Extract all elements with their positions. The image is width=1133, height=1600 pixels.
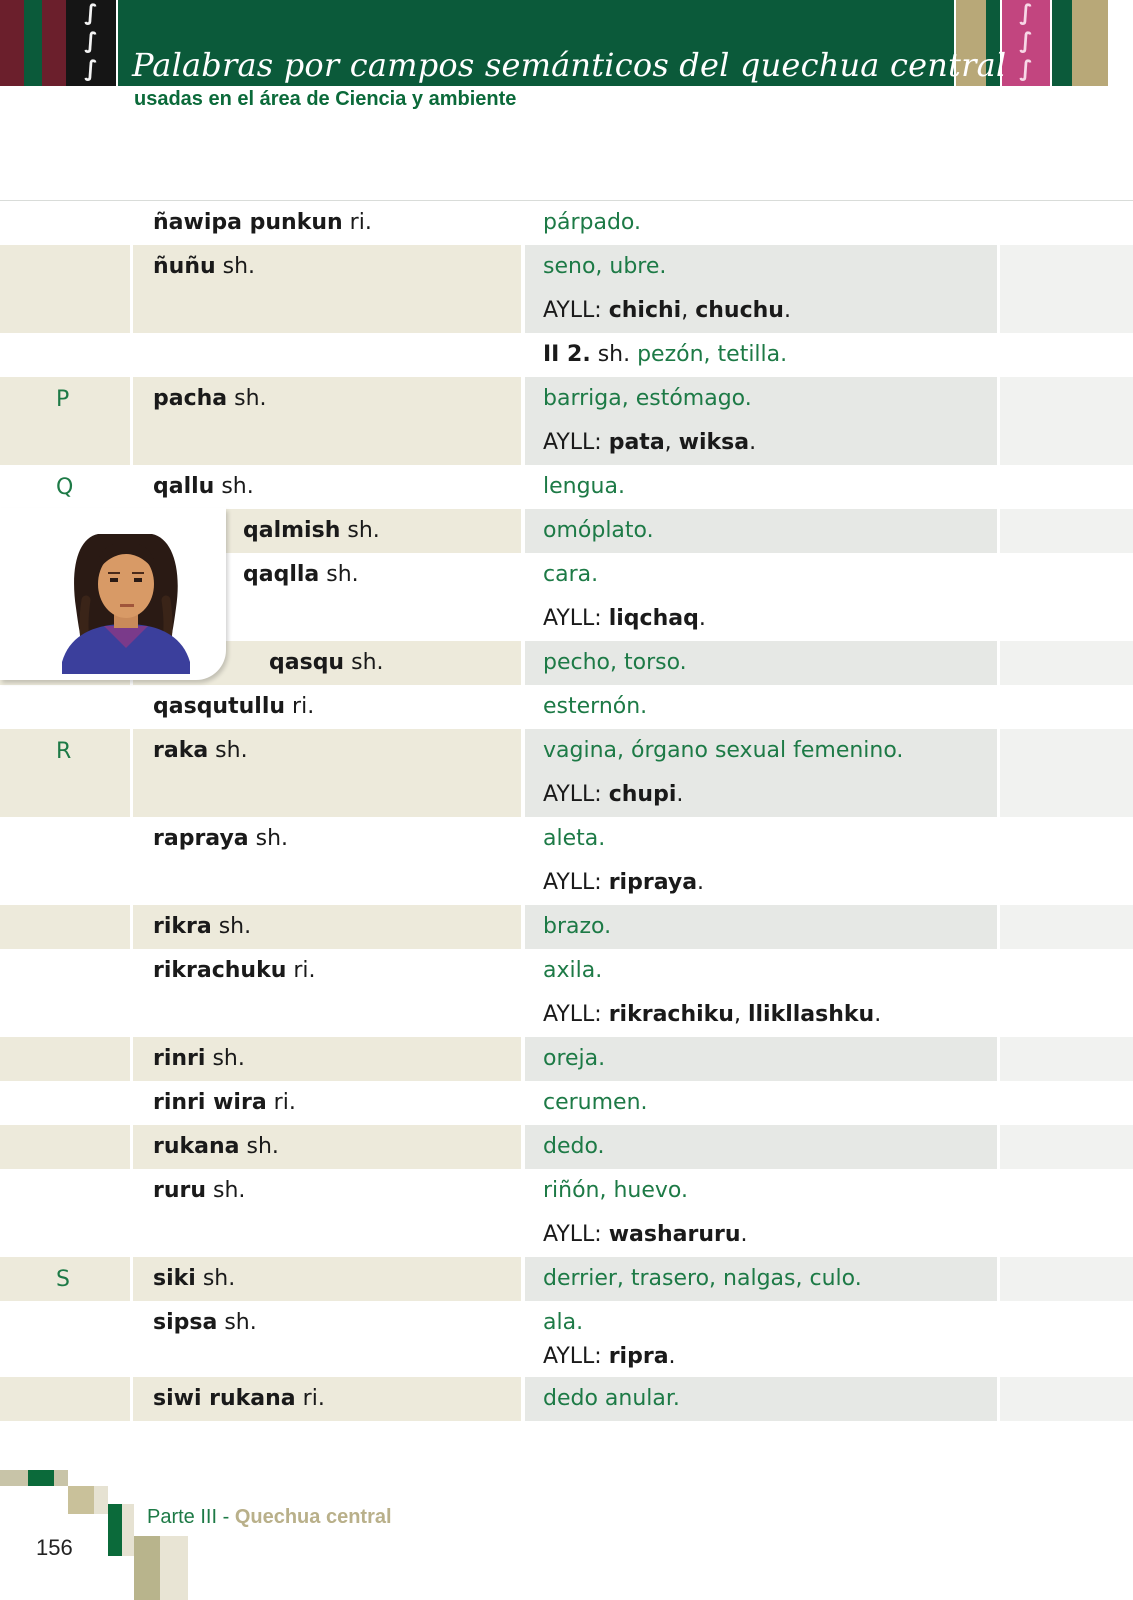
- table-row: [0, 729, 1133, 817]
- headword: [153, 474, 254, 499]
- headword: [153, 386, 267, 411]
- variant-prefix: AYLL:: [543, 430, 609, 455]
- headword-text: rikrachuku: [153, 958, 287, 983]
- headword: [153, 914, 251, 939]
- header-stripe-green: [24, 0, 42, 86]
- definition-line: [543, 958, 1003, 1002]
- definition-text: derrier, trasero, nalgas, culo.: [543, 1266, 862, 1291]
- definition-line: [543, 1310, 1003, 1344]
- headword-tag: ri.: [292, 694, 315, 719]
- headword-text: ñawipa punkun: [153, 210, 343, 235]
- variant-prefix: AYLL:: [543, 782, 609, 807]
- row-cell-bg: [1000, 245, 1133, 333]
- footer-section-label: [147, 1506, 392, 1529]
- footer-block: [28, 1470, 54, 1486]
- table-row: [0, 1257, 1133, 1301]
- definition-text: barriga, estómago.: [543, 386, 752, 411]
- headword-tag: sh.: [347, 518, 380, 543]
- variant-word: chuchu: [695, 298, 784, 323]
- header-pattern-black: ∫ ∫ ∫: [66, 0, 116, 86]
- row-cell-bg: [0, 201, 130, 245]
- header-stripe-tan-r: [1072, 0, 1108, 86]
- variant-word: llikllashku: [747, 1002, 875, 1027]
- header-stripe-green-r2: [1052, 0, 1072, 86]
- row-cell-bg: [1000, 905, 1133, 949]
- definition-text: dedo anular.: [543, 1386, 680, 1411]
- row-cell-bg: [1000, 201, 1133, 245]
- headword-text: rikra: [153, 914, 212, 939]
- definition-line: [543, 562, 1003, 606]
- woman-portrait-illustration: [0, 508, 226, 680]
- table-row: [0, 465, 1133, 509]
- row-cell-bg: [1000, 1037, 1133, 1081]
- headword: [153, 694, 314, 719]
- variant-prefix: AYLL:: [543, 606, 609, 631]
- variant-word: chichi: [608, 298, 682, 323]
- headword-tag: sh.: [202, 1266, 236, 1291]
- table-row: [0, 1377, 1133, 1421]
- variant-end: .: [874, 1002, 882, 1027]
- row-cell-bg: [1000, 949, 1133, 1037]
- row-cell-bg: [0, 949, 130, 1037]
- headword-text: qalmish: [243, 518, 341, 543]
- headword-tag: sh.: [255, 826, 289, 851]
- footer-block: [122, 1504, 134, 1556]
- variant-prefix: AYLL:: [543, 1222, 609, 1247]
- definition-text: esternón.: [543, 694, 648, 719]
- definitions: [543, 1386, 1003, 1430]
- definition-text: ala.: [543, 1310, 584, 1335]
- definition-text: dedo.: [543, 1134, 605, 1159]
- footer-block: [68, 1486, 94, 1514]
- section-letter: S: [56, 1267, 70, 1292]
- row-cell-bg: [0, 245, 130, 333]
- page-number: 156: [36, 1535, 73, 1560]
- variant-line: [543, 1344, 1003, 1378]
- headword: [153, 1266, 235, 1291]
- sense-number: II 2.: [543, 342, 591, 367]
- variant-end: .: [676, 782, 684, 807]
- definition-text: cara.: [543, 562, 599, 587]
- table-row: [0, 201, 1133, 245]
- headword-text: ñuñu: [153, 254, 216, 279]
- variant-end: .: [783, 298, 791, 323]
- definitions: [543, 386, 1003, 474]
- headword-text: qaqlla: [243, 562, 320, 587]
- page-subtitle: usadas en el área de Ciencia y ambiente: [134, 88, 517, 110]
- headword-tag: sh.: [215, 738, 248, 763]
- footer-block: [134, 1536, 160, 1600]
- headword-text: raka: [153, 738, 209, 763]
- headword-tag: ri.: [349, 210, 372, 235]
- headword: [269, 650, 384, 675]
- table-row: [0, 685, 1133, 729]
- header-stripe-maroon-2: [42, 0, 66, 86]
- row-cell-bg: [1000, 1377, 1133, 1421]
- headword-text: rinri: [153, 1046, 206, 1071]
- headword: [243, 562, 359, 587]
- definitions: [543, 1310, 1003, 1378]
- footer-block: [94, 1486, 108, 1514]
- definition-text: seno, ubre.: [543, 254, 667, 279]
- variant-end: .: [749, 430, 757, 455]
- row-cell-bg: [1000, 509, 1133, 553]
- table-row: [0, 817, 1133, 905]
- definition-line: [543, 386, 1003, 430]
- variant-prefix: AYLL:: [543, 1002, 609, 1027]
- table-row: [0, 377, 1133, 465]
- headword-text: ruru: [153, 1178, 207, 1203]
- headword-tag: sh.: [234, 386, 267, 411]
- row-cell-bg: [0, 1081, 130, 1125]
- row-cell-bg: [1000, 465, 1133, 509]
- definitions: [543, 958, 1003, 1046]
- definitions: [543, 1178, 1003, 1266]
- row-cell-bg: [0, 1125, 130, 1169]
- header-pattern-magenta: ∫ ∫ ∫: [1002, 0, 1050, 86]
- table-row: [0, 1125, 1133, 1169]
- definition-text: aleta.: [543, 826, 606, 851]
- variant-prefix: AYLL:: [543, 298, 609, 323]
- variant-separator: ,: [681, 298, 696, 323]
- row-cell-bg: [0, 1377, 130, 1421]
- variant-word: pata: [608, 430, 665, 455]
- section-letter: Q: [56, 475, 74, 500]
- row-cell-bg: [133, 333, 521, 377]
- definitions: [543, 826, 1003, 914]
- definition-text: omóplato.: [543, 518, 654, 543]
- footer-section-name: Quechua central: [234, 1506, 392, 1528]
- row-cell-bg: [1000, 333, 1133, 377]
- footer-block: [160, 1536, 188, 1600]
- row-cell-bg: [0, 905, 130, 949]
- row-cell-bg: [0, 1169, 130, 1257]
- headword-tag: sh.: [222, 254, 256, 279]
- header-stripe-maroon: [0, 0, 24, 86]
- page-header: [0, 0, 1133, 86]
- definition-line: [543, 826, 1003, 870]
- variant-word: washaruru: [608, 1222, 741, 1247]
- variant-end: .: [697, 870, 705, 895]
- headword: [153, 1090, 296, 1115]
- variant-word: wiksa: [678, 430, 750, 455]
- headword-tag: sh.: [224, 1310, 257, 1335]
- variant-word: ripra: [608, 1344, 669, 1369]
- headword-text: sipsa: [153, 1310, 218, 1335]
- definition-text: oreja.: [543, 1046, 606, 1071]
- headword-text: qasqutullu: [153, 694, 286, 719]
- headword: [153, 254, 255, 279]
- definitions: [543, 738, 1003, 826]
- row-cell-bg: [1000, 553, 1133, 641]
- definition-line: [543, 1178, 1003, 1222]
- headword-tag: sh.: [351, 650, 384, 675]
- headword: [153, 210, 372, 235]
- row-cell-bg: [1000, 817, 1133, 905]
- definitions: [543, 254, 1003, 342]
- headword-text: rapraya: [153, 826, 249, 851]
- header-stripe-white: [1108, 0, 1133, 86]
- row-cell-bg: [1000, 641, 1133, 685]
- row-cell-bg: [1000, 377, 1133, 465]
- variant-word: liqchaq: [608, 606, 699, 631]
- footer-part-label: Parte III -: [147, 1506, 235, 1528]
- footer-block: [108, 1504, 122, 1556]
- definition-text: riñón, huevo.: [543, 1178, 688, 1203]
- table-row: [0, 1301, 1133, 1377]
- headword: [153, 1046, 245, 1071]
- page-title: Palabras por campos semánticos del quechua central: [132, 46, 1007, 84]
- footer-block: [0, 1470, 28, 1486]
- headword-tag: sh.: [213, 1178, 246, 1203]
- headword-tag: sh.: [218, 914, 252, 939]
- headword-text: siwi rukana: [153, 1386, 296, 1411]
- row-cell-bg: [0, 817, 130, 905]
- sense-tag: sh.: [590, 342, 638, 367]
- definition-text: cerumen.: [543, 1090, 648, 1115]
- table-row: [0, 949, 1133, 1037]
- row-cell-bg: [1000, 729, 1133, 817]
- headword: [153, 1310, 257, 1335]
- variant-word: chupi: [608, 782, 677, 807]
- row-cell-bg: [0, 1037, 130, 1081]
- definition-text: pezón, tetilla.: [637, 342, 788, 367]
- headword-tag: sh.: [326, 562, 359, 587]
- headword-tag: ri.: [302, 1386, 325, 1411]
- variant-prefix: AYLL:: [543, 870, 609, 895]
- headword-tag: sh.: [212, 1046, 245, 1071]
- variant-word: ripraya: [608, 870, 698, 895]
- headword-tag: ri.: [273, 1090, 296, 1115]
- headword-text: siki: [153, 1266, 196, 1291]
- definition-text: lengua.: [543, 474, 625, 499]
- row-cell-bg: [1000, 685, 1133, 729]
- definition-text: pecho, torso.: [543, 650, 687, 675]
- table-row: [0, 905, 1133, 949]
- woman-portrait-image: [0, 508, 226, 680]
- definition-text: brazo.: [543, 914, 612, 939]
- headword: [153, 738, 248, 763]
- row-cell-bg: [0, 1301, 130, 1377]
- variant-separator: ,: [733, 1002, 748, 1027]
- table-row: [0, 333, 1133, 377]
- variant-end: .: [698, 606, 706, 631]
- row-cell-bg: [1000, 1169, 1133, 1257]
- variant-word: rikrachiku: [608, 1002, 734, 1027]
- definitions: [543, 562, 1003, 650]
- section-letter: P: [56, 387, 70, 412]
- definition-text: párpado.: [543, 210, 641, 235]
- table-row: [0, 1037, 1133, 1081]
- headword: [153, 958, 316, 983]
- section-letter: R: [56, 739, 72, 764]
- row-cell-bg: [0, 685, 130, 729]
- headword: [243, 518, 380, 543]
- variant-end: .: [668, 1344, 676, 1369]
- definition-text: axila.: [543, 958, 603, 983]
- definition-line: [543, 1386, 1003, 1430]
- dictionary-table: [0, 201, 1133, 1421]
- headword-tag: sh.: [221, 474, 254, 499]
- headword-text: qasqu: [269, 650, 345, 675]
- table-row: [0, 1081, 1133, 1125]
- variant-separator: ,: [664, 430, 679, 455]
- headword: [153, 1178, 245, 1203]
- row-cell-bg: [1000, 1257, 1133, 1301]
- headword: [153, 1134, 279, 1159]
- headword-text: pacha: [153, 386, 228, 411]
- headword: [153, 826, 288, 851]
- headword-text: qallu: [153, 474, 215, 499]
- headword-tag: sh.: [246, 1134, 279, 1159]
- headword-tag: ri.: [293, 958, 316, 983]
- headword: [153, 1386, 325, 1411]
- headword-text: rukana: [153, 1134, 240, 1159]
- definition-line: [543, 254, 1003, 298]
- definition-line: [543, 738, 1003, 782]
- variant-end: .: [740, 1222, 748, 1247]
- row-cell-bg: [0, 333, 130, 377]
- table-row: [0, 1169, 1133, 1257]
- definition-text: vagina, órgano sexual femenino.: [543, 738, 904, 763]
- row-cell-bg: [1000, 1081, 1133, 1125]
- headword-text: rinri wira: [153, 1090, 267, 1115]
- footer-block: [54, 1470, 68, 1486]
- row-cell-bg: [1000, 1301, 1133, 1377]
- table-row: [0, 245, 1133, 333]
- variant-prefix: AYLL:: [543, 1344, 609, 1369]
- row-cell-bg: [1000, 1125, 1133, 1169]
